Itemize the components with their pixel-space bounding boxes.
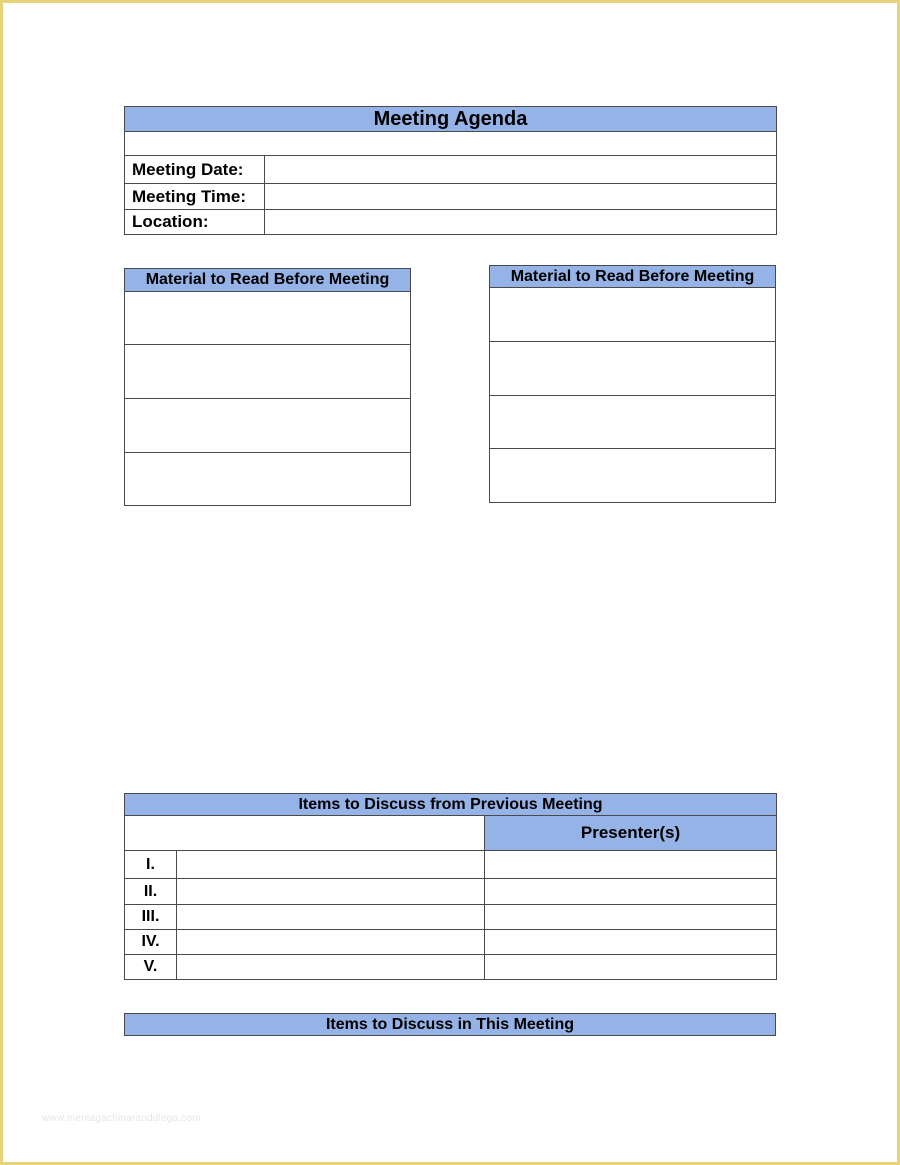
current-items-title: Items to Discuss in This Meeting — [125, 1014, 776, 1036]
location-label: Location: — [125, 210, 265, 235]
item-field[interactable] — [177, 955, 485, 980]
previous-items-blank-header — [125, 816, 485, 851]
previous-items-table — [124, 793, 777, 980]
agenda-table — [124, 106, 777, 235]
materials-right-row[interactable] — [490, 449, 776, 503]
materials-left-table — [124, 268, 411, 506]
presenter-field[interactable] — [485, 879, 777, 905]
materials-right-row[interactable] — [490, 342, 776, 396]
item-numeral: IV. — [125, 930, 177, 955]
item-field[interactable] — [177, 879, 485, 905]
previous-items-title: Items to Discuss from Previous Meeting — [125, 794, 777, 816]
watermark-text: www.mentagachinaranddlega.com — [42, 1113, 201, 1124]
item-field[interactable] — [177, 851, 485, 879]
presenter-field[interactable] — [485, 955, 777, 980]
item-field[interactable] — [177, 930, 485, 955]
presenter-field[interactable] — [485, 930, 777, 955]
materials-left-row[interactable] — [125, 399, 411, 453]
materials-right-table — [489, 265, 776, 503]
agenda-blank-row[interactable] — [125, 132, 777, 156]
materials-left-row[interactable] — [125, 292, 411, 345]
materials-left-row[interactable] — [125, 453, 411, 506]
materials-right-row[interactable] — [490, 288, 776, 342]
presenter-field[interactable] — [485, 905, 777, 930]
presenter-header: Presenter(s) — [485, 816, 777, 851]
agenda-title: Meeting Agenda — [125, 107, 777, 132]
item-numeral: III. — [125, 905, 177, 930]
item-numeral: I. — [125, 851, 177, 879]
materials-right-row[interactable] — [490, 396, 776, 449]
materials-left-title: Material to Read Before Meeting — [125, 269, 411, 292]
materials-right-title: Material to Read Before Meeting — [490, 266, 776, 288]
item-numeral: V. — [125, 955, 177, 980]
materials-left-row[interactable] — [125, 345, 411, 399]
meeting-time-field[interactable] — [265, 184, 777, 210]
meeting-time-label: Meeting Time: — [125, 184, 265, 210]
current-items-table — [124, 1013, 776, 1036]
meeting-date-label: Meeting Date: — [125, 156, 265, 184]
item-field[interactable] — [177, 905, 485, 930]
item-numeral: II. — [125, 879, 177, 905]
location-field[interactable] — [265, 210, 777, 235]
presenter-field[interactable] — [485, 851, 777, 879]
meeting-date-field[interactable] — [265, 156, 777, 184]
